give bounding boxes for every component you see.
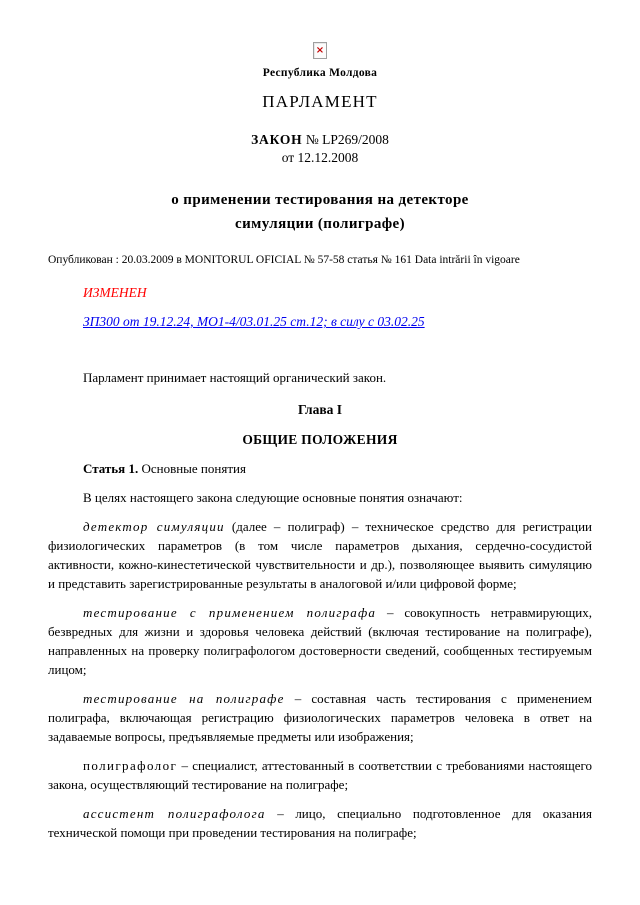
definition-text: – специалист, аттестованный в соответствии с требованиями настоящего закона, осуществляющий тестирование на полиграфе; [48, 758, 592, 792]
definition-text: (далее – полиграф) – техническое средство для регистрации физиологических параметров (в том числе параметров дыхания, сердечно-сосудистой активности, кожно-кинестетической чувствительности и др.), позволяющее выявить симуляцию и представить зарегистрированные результаты в аналоговой и/или цифровой форме; [48, 519, 592, 591]
definition-term: ассистент полиграфолога [83, 806, 266, 821]
definition-term: полиграфолог [83, 758, 178, 773]
header-logo-row [48, 42, 592, 60]
definition-paragraph-polygraph-test [48, 689, 592, 746]
law-date: от 12.12.2008 [281, 150, 359, 165]
institution-name: ПАРЛАМЕНТ [262, 92, 378, 111]
article-heading [48, 459, 592, 478]
intro-paragraph: Парламент принимает настоящий органический закон. [83, 370, 387, 385]
definition-paragraph-polygraphologist [48, 756, 592, 794]
definition-text: – совокупность нетравмирующих, безвредных для жизни и здоровья человека действий (включая тестирование на полиграфе), направленных на проверку полиграфологом достоверности сведений, сообщенных тестируемым лицом; [48, 605, 592, 677]
definition-paragraph-testing-with-polygraph [48, 603, 592, 679]
law-title-line2: симуляции (полиграфе) [235, 216, 405, 232]
chapter-title-heading: ОБЩИЕ ПОЛОЖЕНИЯ [242, 432, 398, 447]
broken-image-x-mark: × [315, 45, 325, 56]
amendment-status: ИЗМЕНЕН [83, 285, 147, 300]
law-number: № LP269/2008 [302, 132, 389, 147]
article-title: Основные понятия [138, 461, 246, 476]
law-body [48, 368, 592, 842]
definitions-lead: В целях настоящего закона следующие основные понятия означают: [83, 490, 463, 505]
definition-term: тестирование на полиграфе [83, 691, 285, 706]
law-title-line1: о применении тестирования на детекторе [171, 192, 469, 208]
amendment-link[interactable]: ЗП300 от 19.12.24, МО1-4/03.01.25 ст.12; в силу с 03.02.25 [83, 314, 425, 329]
definition-text: – составная часть тестирования с применением полиграфа, включающая регистрацию физиологических параметров человека в ответ на задаваемые вопросы, предъявляемые предметы или изображения; [48, 691, 592, 744]
law-title [48, 188, 592, 236]
publication-info: Опубликован : 20.03.2009 в MONITORUL OFICIAL № 57-58 статья № 161 Data intrării în vigoare [48, 254, 520, 266]
definition-term: детектор симуляции [83, 519, 225, 534]
definition-paragraph-detector [48, 517, 592, 593]
definition-term: тестирование с применением полиграфа [83, 605, 377, 620]
amendment-link-row [48, 314, 592, 330]
broken-image-icon [313, 42, 327, 59]
law-label: ЗАКОН [251, 132, 303, 147]
country-name: Республика Молдова [262, 67, 378, 79]
definition-paragraph-assistant [48, 804, 592, 842]
chapter-number-heading: Глава I [297, 402, 343, 417]
law-number-line [48, 131, 592, 149]
article-number-label: Статья 1. [83, 461, 139, 476]
definition-text: – лицо, специально подготовленное для оказания технической помощи при проведении тестирования на полиграфе; [48, 806, 592, 840]
